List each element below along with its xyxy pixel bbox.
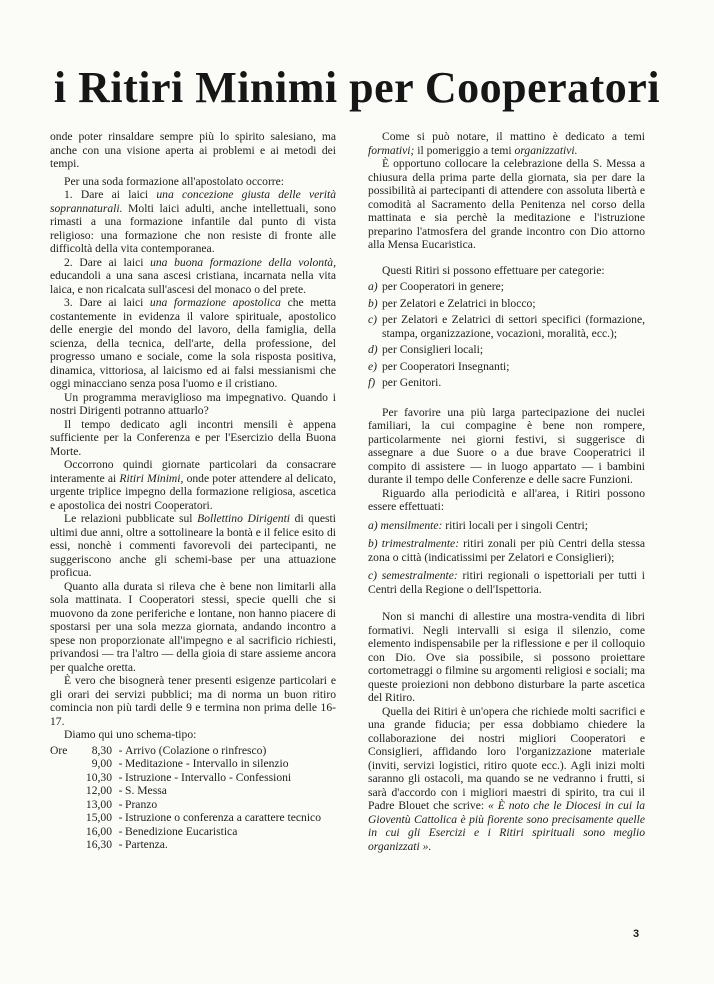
category-item: d) per Consiglieri locali;	[368, 343, 484, 356]
schedule-row: 16,00 - Benedizione Eucaristica	[50, 825, 336, 839]
schedule-row: 13,00 - Pranzo	[50, 798, 336, 812]
paragraph: Questi Ritiri si possono effettuare per categorie:	[382, 263, 605, 277]
schedule-row: 9,00 - Meditazione - Intervallo in silenzio	[50, 757, 336, 771]
paragraph: Quella dei Ritiri è un'opera che richiede molti sacrifici e una grande fiducia; per essa dobbiamo chiedere la collaborazione dei nostri migliori Cooperatori e Consiglieri, affidando loro l'organizzazione materiale (inviti, servizi logistici, ritiro quote ecc.). Agli inizi molti saranno gli ostacoli, ma quando se ne vedranno i frutti, si sarà d'accordo con i migliori maestri di spirito, tra cui il Padre Blouet che scrive: « È noto che le Diocesi in cui la Gioventù Cattolica è più fiorente sono precisamente quelle in cui gli Esercizi e i Ritiri spirituali sono meglio organizzati ».	[368, 704, 645, 853]
schedule-label: Ore	[50, 743, 68, 757]
paragraph: 2. Dare ai laici una buona formazione della volontà, educandoli a una sana ascesi cristiana, incarnata nella vita laica, e non ricalcata sull'ascesi del monaco o del prete.	[50, 255, 337, 296]
schedule-time: 12,00	[85, 784, 112, 797]
paragraph: Per favorire una più larga partecipazione dei nuclei familiari, la cui compagine è bene non rompere, particolarmente nei giorni festivi, si suggerisce di assegnare a due Suore o a due brave Cooperatrici il compito di assistere — in luogo appartato — i bambini durante il tempo delle Conferenze e delle sacre Funzioni.	[368, 405, 645, 486]
paragraph: Non si manchi di allestire una mostra-vendita di libri formativi. Negli intervalli si esiga il silenzio, come elemento indispensabile per la riflessione e per il colloquio con Dio. Ove sia possibile, si possono proiettare cortometraggi o filmine su argomenti religiosi e sociali; ma queste proiezioni non debbono disturbare la parte ascetica del Ritiro.	[368, 610, 645, 704]
schedule-row: 10,30 - Istruzione - Intervallo - Confessioni	[50, 771, 336, 785]
schedule-activity: S. Messa	[125, 784, 167, 797]
page-title: i Ritiri Minimi per Cooperatori	[53, 63, 661, 112]
paragraph: a) mensilmente: ritiri locali per i singoli Centri;	[368, 518, 588, 532]
paragraph: Le relazioni pubblicate sul Bollettino Dirigenti di questi ultimi due anni, oltre a sottolineare la bontà e il felice esito di essi, nonchè i commenti favorevoli dei partecipanti, ne suggeriscono anche gli schemi-base per una attuazione proficua.	[50, 512, 336, 579]
schedule-activity: Partenza.	[125, 838, 168, 851]
left-column	[50, 130, 336, 852]
category-item: a) per Cooperatori in genere;	[368, 280, 505, 293]
right-column	[368, 130, 645, 853]
schedule-row: 12,00 - S. Messa	[50, 784, 336, 798]
category-item: b) per Zelatori e Zelatrici in blocco;	[368, 296, 536, 310]
schedule-row: Ore 8,30 - Arrivo (Colazione o rinfresco)	[50, 744, 336, 758]
category-item: f) per Genitori.	[368, 376, 442, 389]
category-list	[368, 280, 645, 390]
schedule-time: 8,30	[91, 743, 112, 757]
paragraph: Come si può notare, il mattino è dedicato a temi formativi; il pomeriggio a temi organizzativi.	[368, 130, 645, 157]
paragraph: Un programma meraviglioso ma impegnativo. Quando i nostri Dirigenti potranno attuarlo?	[50, 390, 336, 417]
category-item: c) per Zelatori e Zelatrici di settori specifici (formazione, stampa, organizzazione, vocazioni, moralità, ecc.);	[368, 313, 645, 340]
schedule-activity: Pranzo	[125, 797, 158, 811]
schedule-time: 16,30	[85, 838, 112, 851]
schedule-time: 13,00	[85, 797, 112, 811]
paragraph: Occorrono quindi giornate particolari da consacrare interamente ai Ritiri Minimi, onde poter attendere al delicato, urgente triplice impegno della formazione religiosa, ascetica e apostolica dei nostri Cooperatori.	[50, 458, 337, 512]
paragraph: b) trimestralmente: ritiri zonali per più Centri della stessa zona o città (indicatissimi per Zelatori e Consiglieri);	[368, 537, 645, 564]
paragraph: 1. Dare ai laici una concezione giusta delle verità soprannaturali. Molti laici adulti, anche intellettuali, sono rimasti a una formazione infantile dal punto di vista religioso: una formazione che non resiste di fronte alle difficoltà della vita contemporanea.	[50, 188, 336, 255]
schedule-time: 10,30	[85, 770, 112, 784]
schedule-time: 9,00	[91, 757, 112, 770]
paragraph: Diamo qui uno schema-tipo:	[64, 728, 197, 741]
page-number: 3	[633, 928, 640, 940]
schedule-activity: Istruzione o conferenza a carattere tecnico	[125, 811, 322, 824]
schedule-row: 15,00 - Istruzione o conferenza a carattere tecnico	[50, 811, 336, 825]
paragraph: onde poter rinsaldare sempre più lo spirito salesiano, ma anche con una visione aperta ai problemi e ai metodi dei tempi.	[50, 130, 336, 170]
paragraph: 3. Dare ai laici una formazione apostolica che metta costantemente in evidenza il valore spirituale, apostolico delle energie del mondo del lavoro, della famiglia, della scienza, della tecnica, dell'arte, della professione, del progresso umano e sociale, come la sola risposta positiva, dinamica, vittoriosa, al laicismo ed ai falsi messianismi che oggi minacciano senza posa l'uomo e il cristiano.	[50, 296, 337, 390]
schedule-time: 15,00	[85, 811, 112, 824]
paragraph: Quanto alla durata si rileva che è bene non limitarli alla sola mattinata. I Cooperatori stessi, specie quelli che si muovono da zone periferiche e lontane, non hanno piacere di spostarsi per una sola mezza giornata, andando incontro a spese non proporzionate all'impegno e al sacrificio richiesti, privandosi — tra l'altro — della gioia di stare assieme ancora per qualche oretta.	[50, 579, 336, 674]
schedule-time: 16,00	[85, 824, 112, 838]
paragraph: È opportuno collocare la celebrazione della S. Messa a chiusura della prima parte della giornata, sia per dare la possibilità ai partecipanti di attendere con assoluta libertà e comodità al Sacramento della Penitenza nel corso della mattinata e sia perchè la meditazione e l'istruzione preparino l'atmosfera del grande incontro con Dio attorno alla Mensa Eucaristica.	[368, 157, 645, 251]
schedule-activity: Meditazione - Intervallo in silenzio	[125, 757, 289, 770]
paragraph: c) semestralmente: ritiri regionali o ispettoriali per tutti i Centri della Regione o dell'Ispettoria.	[368, 569, 645, 596]
paragraph: È vero che bisognerà tener presenti esigenze particolari e gli orari dei servizi pubblici; ma di norma un buon ritiro comincia non più tardi delle 9 e termina non prima delle 16-17.	[50, 674, 336, 728]
schedule-row: 16,30 - Partenza.	[50, 838, 336, 852]
paragraph: Il tempo dedicato agli incontri mensili è appena sufficiente per la Conferenza e per l'Esercizio della Buona Morte.	[50, 417, 336, 458]
schedule-activity: Arrivo (Colazione o rinfresco)	[125, 743, 267, 757]
schedule-activity: Istruzione - Intervallo - Confessioni	[125, 770, 292, 784]
category-item: e) per Cooperatori Insegnanti;	[368, 359, 510, 373]
schedule-list	[50, 744, 336, 852]
paragraph: Riguardo alla periodicità e all'area, i Ritiri possono essere effettuati:	[368, 486, 645, 513]
paragraph: Per una soda formazione all'apostolato occorre:	[64, 174, 285, 188]
schedule-activity: Benedizione Eucaristica	[125, 824, 238, 838]
